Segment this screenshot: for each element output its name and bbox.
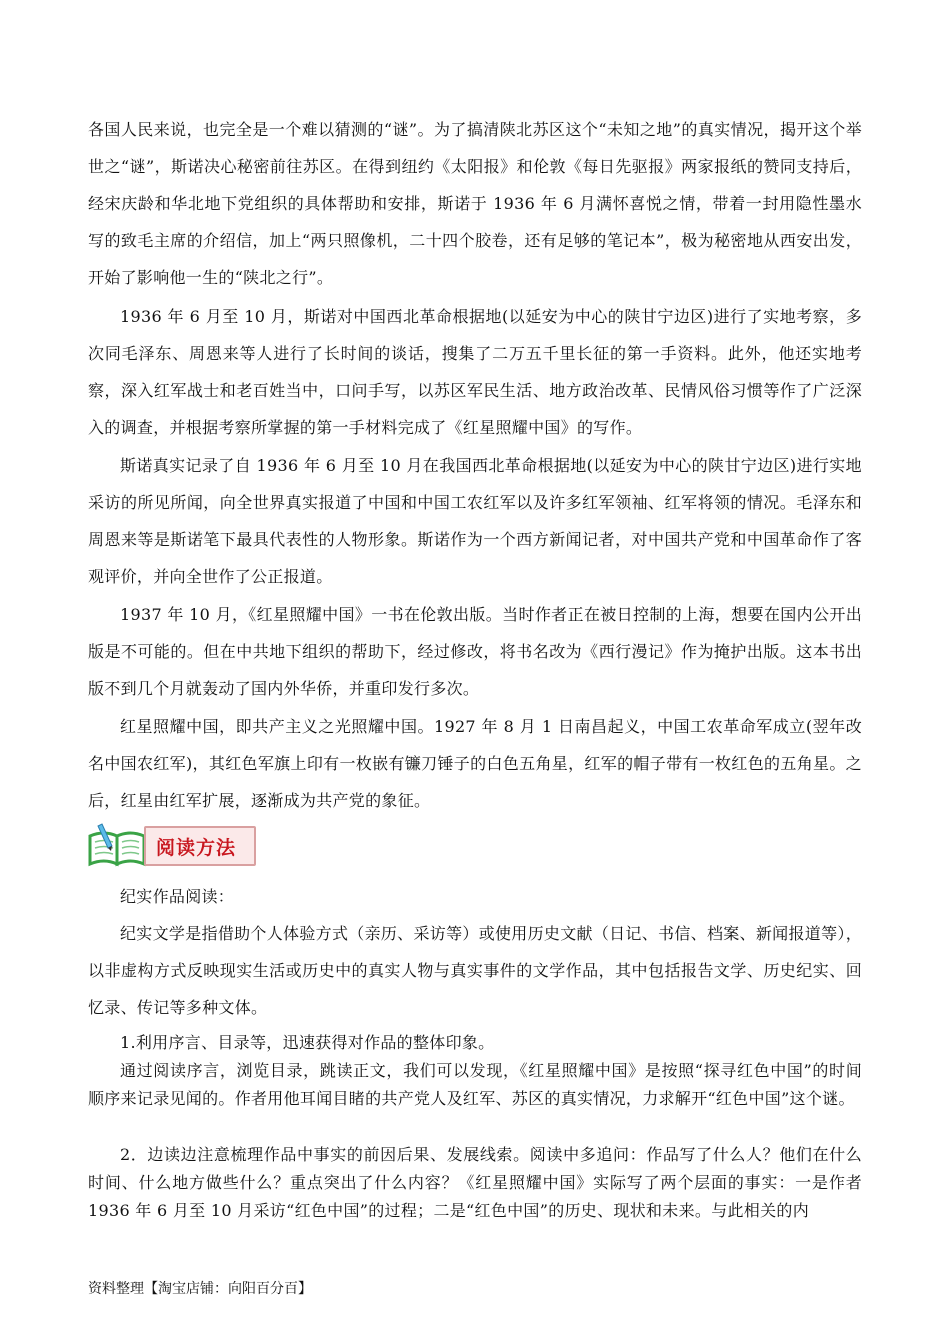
reading-point-1-body: 通过阅读序言，浏览目录，跳读正文，我们可以发现，《红星照耀中国》是按照“探寻红色中国”的时间顺序来记录见闻的。作者用他耳闻目睹的共产党人及红军、苏区的真实情况，力求解开“红色中国”这个谜。	[88, 1061, 862, 1108]
reading-definition: 纪实文学是指借助个人体验方式（亲历、采访等）或使用历史文献（日记、书信、档案、新闻报道等），以非虚构方式反映现实生活或历史中的真实人物与真实事件的文学作品，其中包括报告文学、历史纪实、回忆录、传记等多种文体。	[88, 924, 862, 1017]
reading-point-2: 2．边读边注意梳理作品中事实的前因后果、发展线索。阅读中多追问：作品写了什么人？他们在什么时间、什么地方做些什么？重点突出了什么内容？《红星照耀中国》实际写了两个层面的事实：一是作者 1936 年 6 月至 10 月采访“红色中国”的过程；二是“红色中国”的历史、现状和未来。与此相关的内	[88, 1145, 862, 1220]
section-header-badge	[86, 820, 254, 868]
reading-intro: 纪实作品阅读：	[120, 887, 235, 906]
paragraph-red-star-meaning: 红星照耀中国，即共产主义之光照耀中国。1927 年 8 月 1 日南昌起义，中国工农革命军成立(翌年改名中国农红军)，其红色军旗上印有一枚嵌有镰刀锤子的白色五角星，红军的帽子带有一枚红色的五角星。之后，红星由红军扩展，逐渐成为共产党的象征。	[88, 717, 862, 810]
footer-note: 资料整理【淘宝店铺：向阳百分百】	[88, 1281, 312, 1297]
reading-point-1-title: 1.利用序言、目录等，迅速获得对作品的整体印象。	[120, 1033, 495, 1052]
book-pen-icon	[86, 820, 150, 870]
paragraph-publication: 1937 年 10 月，《红星照耀中国》一书在伦敦出版。当时作者正在被日控制的上海，想要在国内公开出版是不可能的。但在中共地下组织的帮助下，经过修改，将书名改为《西行漫记》作为掩护出版。这本书出版不到几个月就轰动了国内外华侨，并重印发行多次。	[88, 605, 862, 698]
paragraph-snow-journey: 各国人民来说，也完全是一个难以猜测的“谜”。为了搞清陕北苏区这个“未知之地”的真实情况，揭开这个举世之“谜”，斯诺决心秘密前往苏区。在得到纽约《太阳报》和伦敦《每日先驱报》两家报纸的赞同支持后，经宋庆龄和华北地下党组织的具体帮助和安排，斯诺于 1936 年 6 月满怀喜悦之情，带着一封用隐性墨水写的致毛主席的介绍信，加上“两只照像机，二十四个胶卷，还有足够的笔记本”，极为秘密地从西安出发，开始了影响他一生的“陕北之行”。	[88, 120, 862, 287]
section-title: 阅读方法	[156, 837, 237, 859]
paragraph-field-investigation: 1936 年 6 月至 10 月，斯诺对中国西北革命根据地(以延安为中心的陕甘宁边区)进行了实地考察，多次同毛泽东、周恩来等人进行了长时间的谈话，搜集了二万五千里长征的第一手资料。此外，他还实地考察，深入红军战士和老百姓当中，口问手写，以苏区军民生活、地方政治改革、民情风俗习惯等作了广泛深入的调查，并根据考察所掌握的第一手材料完成了《红星照耀中国》的写作。	[88, 307, 862, 437]
paragraph-true-record: 斯诺真实记录了自 1936 年 6 月至 10 月在我国西北革命根据地(以延安为中心的陕甘宁边区)进行实地采访的所见所闻，向全世界真实报道了中国和中国工农红军以及许多红军领袖、红军将领的情况。毛泽东和周恩来等是斯诺笔下最具代表性的人物形象。斯诺作为一个西方新闻记者，对中国共产党和中国革命作了客观评价，并向全世作了公正报道。	[88, 456, 862, 586]
